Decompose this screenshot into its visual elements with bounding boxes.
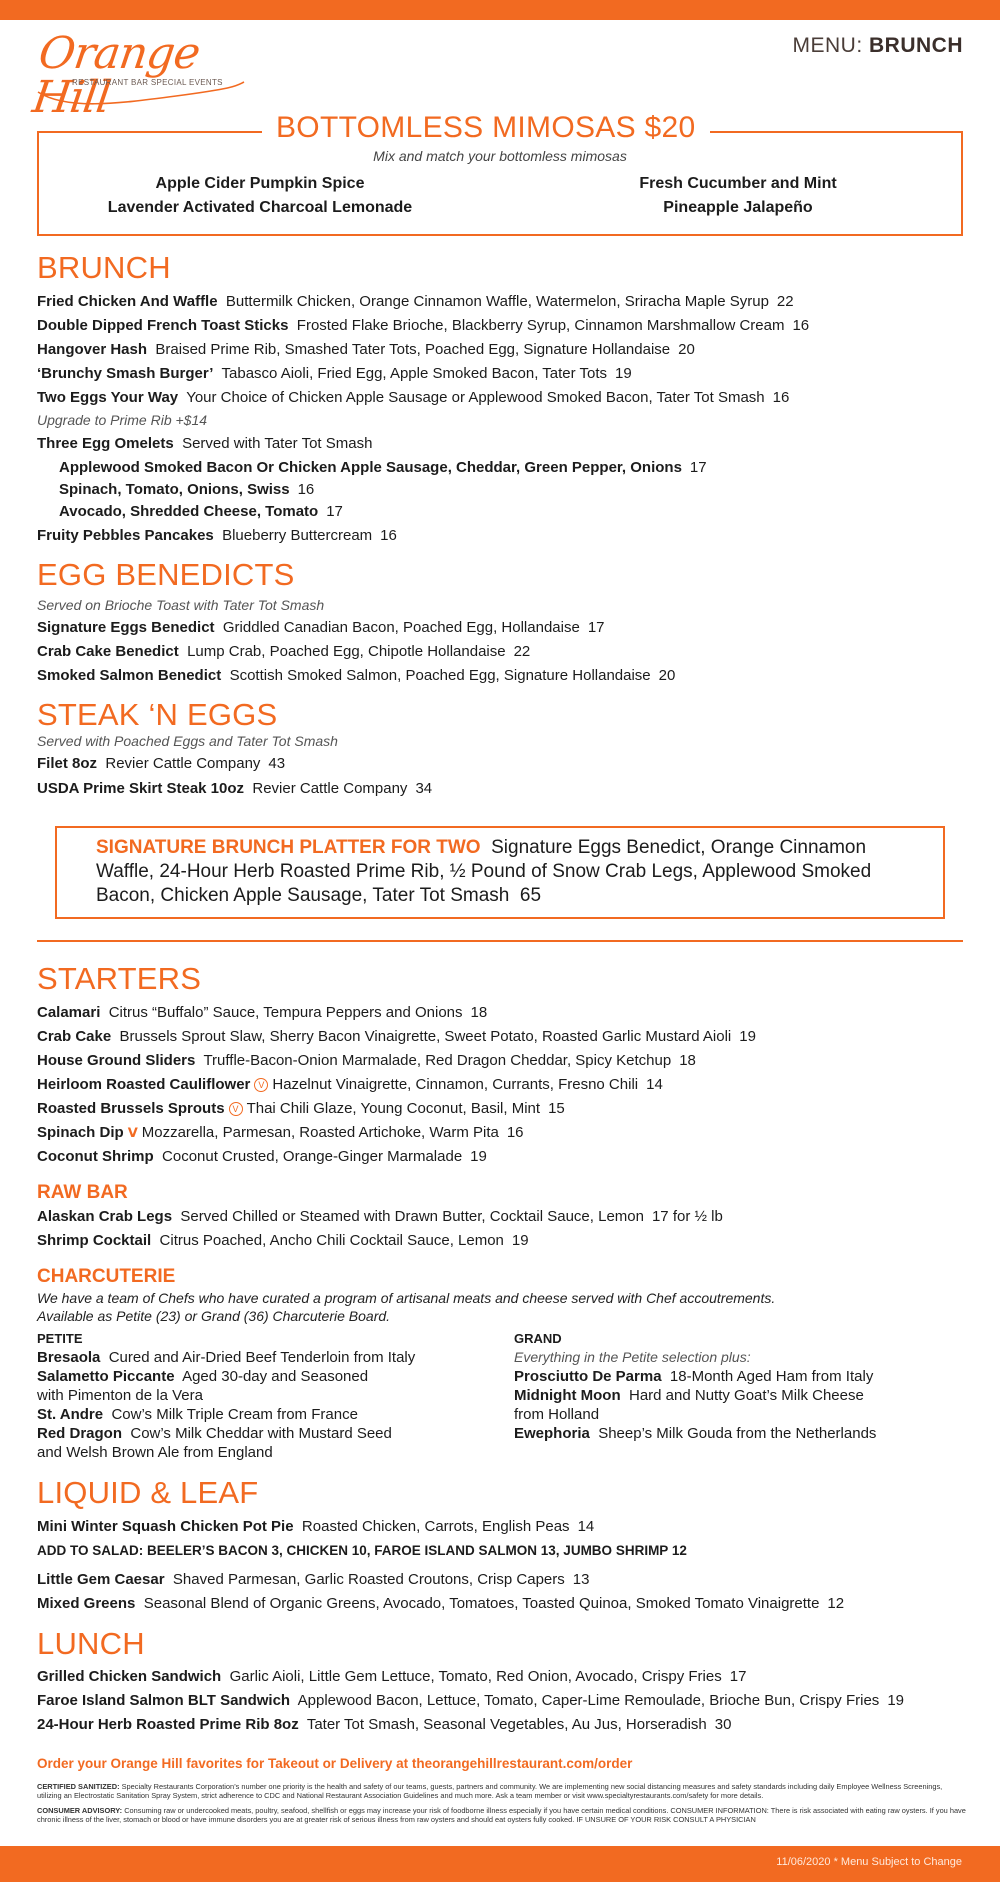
top-accent-bar <box>0 0 1000 20</box>
menu-item: Three Egg Omelets Served with Tater Tot Smash <box>37 435 373 452</box>
menu-item: Mini Winter Squash Chicken Pot Pie Roasted Chicken, Carrots, English Peas 14 <box>37 1518 595 1535</box>
menu-item: Crab Cake Brussels Sprout Slaw, Sherry Bacon Vinaigrette, Sweet Potato, Roasted Garlic Mustard Aioli 19 <box>37 1028 756 1045</box>
menu-item: Coconut Shrimp Coconut Crusted, Orange-Ginger Marmalade 19 <box>37 1148 487 1165</box>
menu-item: House Ground Sliders Truffle-Bacon-Onion Marmalade, Red Dragon Cheddar, Spicy Ketchup 18 <box>37 1052 696 1069</box>
menu-item: Double Dipped French Toast Sticks Frosted Flake Brioche, Blackberry Syrup, Cinnamon Marshmallow Cream 16 <box>37 317 810 334</box>
menu-item: Calamari Citrus “Buffalo” Sauce, Tempura Peppers and Onions 18 <box>37 1004 488 1021</box>
vegan-icon: V <box>229 1102 243 1116</box>
orange-hill-logo <box>29 28 251 123</box>
charcuterie-heading: CHARCUTERIE <box>37 1266 176 1287</box>
platter-title: SIGNATURE BRUNCH PLATTER FOR TWO <box>96 837 481 858</box>
vegan-icon: V <box>254 1078 268 1092</box>
omelet-option: Spinach, Tomato, Onions, Swiss 16 <box>59 481 315 498</box>
steak-note: Served with Poached Eggs and Tater Tot Smash <box>37 733 338 749</box>
upgrade-note: Upgrade to Prime Rib +$14 <box>37 412 208 428</box>
menu-item: Spinach Dip 𝗩 Mozzarella, Parmesan, Roasted Artichoke, Warm Pita 16 <box>37 1124 524 1141</box>
menu-item: Faroe Island Salmon BLT Sandwich Applewood Bacon, Lettuce, Tomato, Caper-Lime Remoulade, Brioche Bun, Crispy Fries 19 <box>37 1692 904 1709</box>
menu-item: Heirloom Roasted Cauliflower V Hazelnut Vinaigrette, Cinnamon, Currants, Fresno Chili 14 <box>37 1076 663 1093</box>
mimosa-title: BOTTOMLESS MIMOSAS $20 <box>262 111 710 145</box>
logo-wordmark: Orange Hill <box>29 28 203 123</box>
steak-heading: STEAK ‘N EGGS <box>37 697 278 732</box>
menu-item: Two Eggs Your Way Your Choice of Chicken Apple Sausage or Applewood Smoked Bacon, Tater Tot Smash 16 <box>37 389 790 406</box>
menu-item: Roasted Brussels Sprouts V Thai Chili Glaze, Young Coconut, Basil, Mint 15 <box>37 1100 565 1117</box>
mimosa-item: Pineapple Jalapeño <box>663 199 813 216</box>
sanitized-notice: CERTIFIED SANITIZED: Specialty Restaurants Corporation’s number one priority is the health and safety of our teams, guests, partners and community. We are implementing new social distancing measures and safety standards including daily Employee Wellness Screenings, utilizing an Electrostatic Sanitation Spray System, strict adherence to CDC and National Restaurant Association Guidelines and much more. Ask a team member or visit www.specialtyrestaurants.com/safety for more details. <box>37 1782 943 1800</box>
omelet-option: Avocado, Shredded Cheese, Tomato 17 <box>59 503 343 520</box>
omelet-option: Applewood Smoked Bacon Or Chicken Apple Sausage, Cheddar, Green Pepper, Onions 17 <box>59 459 707 476</box>
menu-item: USDA Prime Skirt Steak 10oz Revier Cattle Company 34 <box>37 780 433 797</box>
order-online-link[interactable]: Order your Orange Hill favorites for Takeout or Delivery at theorangehillrestaurant.com/order <box>37 1756 633 1771</box>
menu-item: Crab Cake Benedict Lump Crab, Poached Egg, Chipotle Hollandaise 22 <box>37 643 531 660</box>
lunch-heading: LUNCH <box>37 1626 145 1661</box>
mimosa-item: Fresh Cucumber and Mint <box>639 175 837 192</box>
menu-item: 24-Hour Herb Roasted Prime Rib 8oz Tater Tot Smash, Seasonal Vegetables, Au Jus, Horseradish 30 <box>37 1716 732 1733</box>
menu-item: Alaskan Crab Legs Served Chilled or Steamed with Drawn Butter, Cocktail Sauce, Lemon 17 for ½ lb <box>37 1208 723 1225</box>
raw-bar-heading: RAW BAR <box>37 1182 128 1203</box>
liquid-leaf-heading: LIQUID & LEAF <box>37 1475 259 1510</box>
mimosa-subtitle: Mix and match your bottomless mimosas <box>373 148 627 164</box>
add-to-salad-note: ADD TO SALAD: BEELER’S BACON 3, CHICKEN 10, FAROE ISLAND SALMON 13, JUMBO SHRIMP 12 <box>37 1543 687 1558</box>
menu-item: Smoked Salmon Benedict Scottish Smoked Salmon, Poached Egg, Signature Hollandaise 20 <box>37 667 676 684</box>
starters-heading: STARTERS <box>37 961 202 996</box>
logo-tagline: RESTAURANT BAR SPECIAL EVENTS <box>72 78 223 87</box>
menu-item: Hangover Hash Braised Prime Rib, Smashed Tater Tots, Poached Egg, Signature Hollandaise 20 <box>37 341 695 358</box>
menu-item: Grilled Chicken Sandwich Garlic Aioli, Little Gem Lettuce, Tomato, Red Onion, Avocado, Crispy Fries 17 <box>37 1668 747 1685</box>
menu-item: ‘Brunchy Smash Burger’ Tabasco Aioli, Fried Egg, Apple Smoked Bacon, Tater Tots 19 <box>37 365 632 382</box>
menu-date-note: 11/06/2020 * Menu Subject to Change <box>776 1856 962 1868</box>
vegetarian-leaf-icon: 𝗩 <box>127 1125 138 1140</box>
menu-item: Mixed Greens Seasonal Blend of Organic Greens, Avocado, Tomatoes, Toasted Quinoa, Smoked Tomato Vinaigrette 12 <box>37 1595 845 1612</box>
platter-text: SIGNATURE BRUNCH PLATTER FOR TWO Signature Eggs Benedict, Orange Cinnamon Waffle, 24-Hour Herb Roasted Prime Rib, ½ Pound of Snow Crab Legs, Applewood Smoked Bacon, Chicken Apple Sausage, Tater Tot Smash 65 <box>96 837 872 906</box>
benedicts-note: Served on Brioche Toast with Tater Tot Smash <box>37 597 325 613</box>
menu-item: Fried Chicken And Waffle Buttermilk Chicken, Orange Cinnamon Waffle, Watermelon, Sriracha Maple Syrup 22 <box>37 293 794 310</box>
mimosa-item: Lavender Activated Charcoal Lemonade <box>107 199 413 216</box>
menu-item: Signature Eggs Benedict Griddled Canadian Bacon, Poached Egg, Hollandaise 17 <box>37 619 605 636</box>
consumer-advisory: CONSUMER ADVISORY: Consuming raw or undercooked meats, poultry, seafood, shellfish or eggs may increase your risk of foodborne illness especially if you have certain medical conditions. CONSUMER INFORMATION: There is risk associated with eating raw oysters. If you have chronic illness of the liver, stomach or blood or have immune disorders you are at greater risk of serious illness from raw oysters and should eat oysters fully cooked. IF UNSURE OF YOUR RISK CONSULT A PHYSICIAN <box>37 1806 966 1824</box>
charcuterie-intro: We have a team of Chefs who have curated a program of artisanal meats and cheese served with Chef accoutrements. <box>37 1290 776 1306</box>
menu-item: Little Gem Caesar Shaved Parmesan, Garlic Roasted Croutons, Crisp Capers 13 <box>37 1571 590 1588</box>
charcuterie-grand-column: GRAND Everything in the Petite selection plus: Prosciutto De Parma 18-Month Aged Ham from Italy Midnight Moon Hard and Nutty Goat’s Milk Cheese from Holland Ewephoria Sheep’s Milk Gouda from the Netherlands <box>514 1331 877 1442</box>
charcuterie-petite-column: PETITE Bresaola Cured and Air-Dried Beef Tenderloin from Italy Salametto Piccante Aged 30-day and Seasoned with Pimenton de la Vera St. Andre Cow’s Milk Triple Cream from France Red Dragon Cow’s Milk Cheddar with Mustard Seed and Welsh Brown Ale from England <box>37 1331 416 1461</box>
menu-item: Shrimp Cocktail Citrus Poached, Ancho Chili Cocktail Sauce, Lemon 19 <box>37 1232 529 1249</box>
menu-item: Filet 8oz Revier Cattle Company 43 <box>37 755 286 772</box>
charcuterie-availability: Available as Petite (23) or Grand (36) Charcuterie Board. <box>37 1308 391 1324</box>
mimosa-item: Apple Cider Pumpkin Spice <box>155 175 365 192</box>
benedicts-heading: EGG BENEDICTS <box>37 557 295 592</box>
brunch-heading: BRUNCH <box>37 250 171 285</box>
section-divider <box>37 940 963 942</box>
menu-type-label: MENU: BRUNCH <box>792 34 963 57</box>
menu-item: Fruity Pebbles Pancakes Blueberry Buttercream 16 <box>37 527 397 544</box>
